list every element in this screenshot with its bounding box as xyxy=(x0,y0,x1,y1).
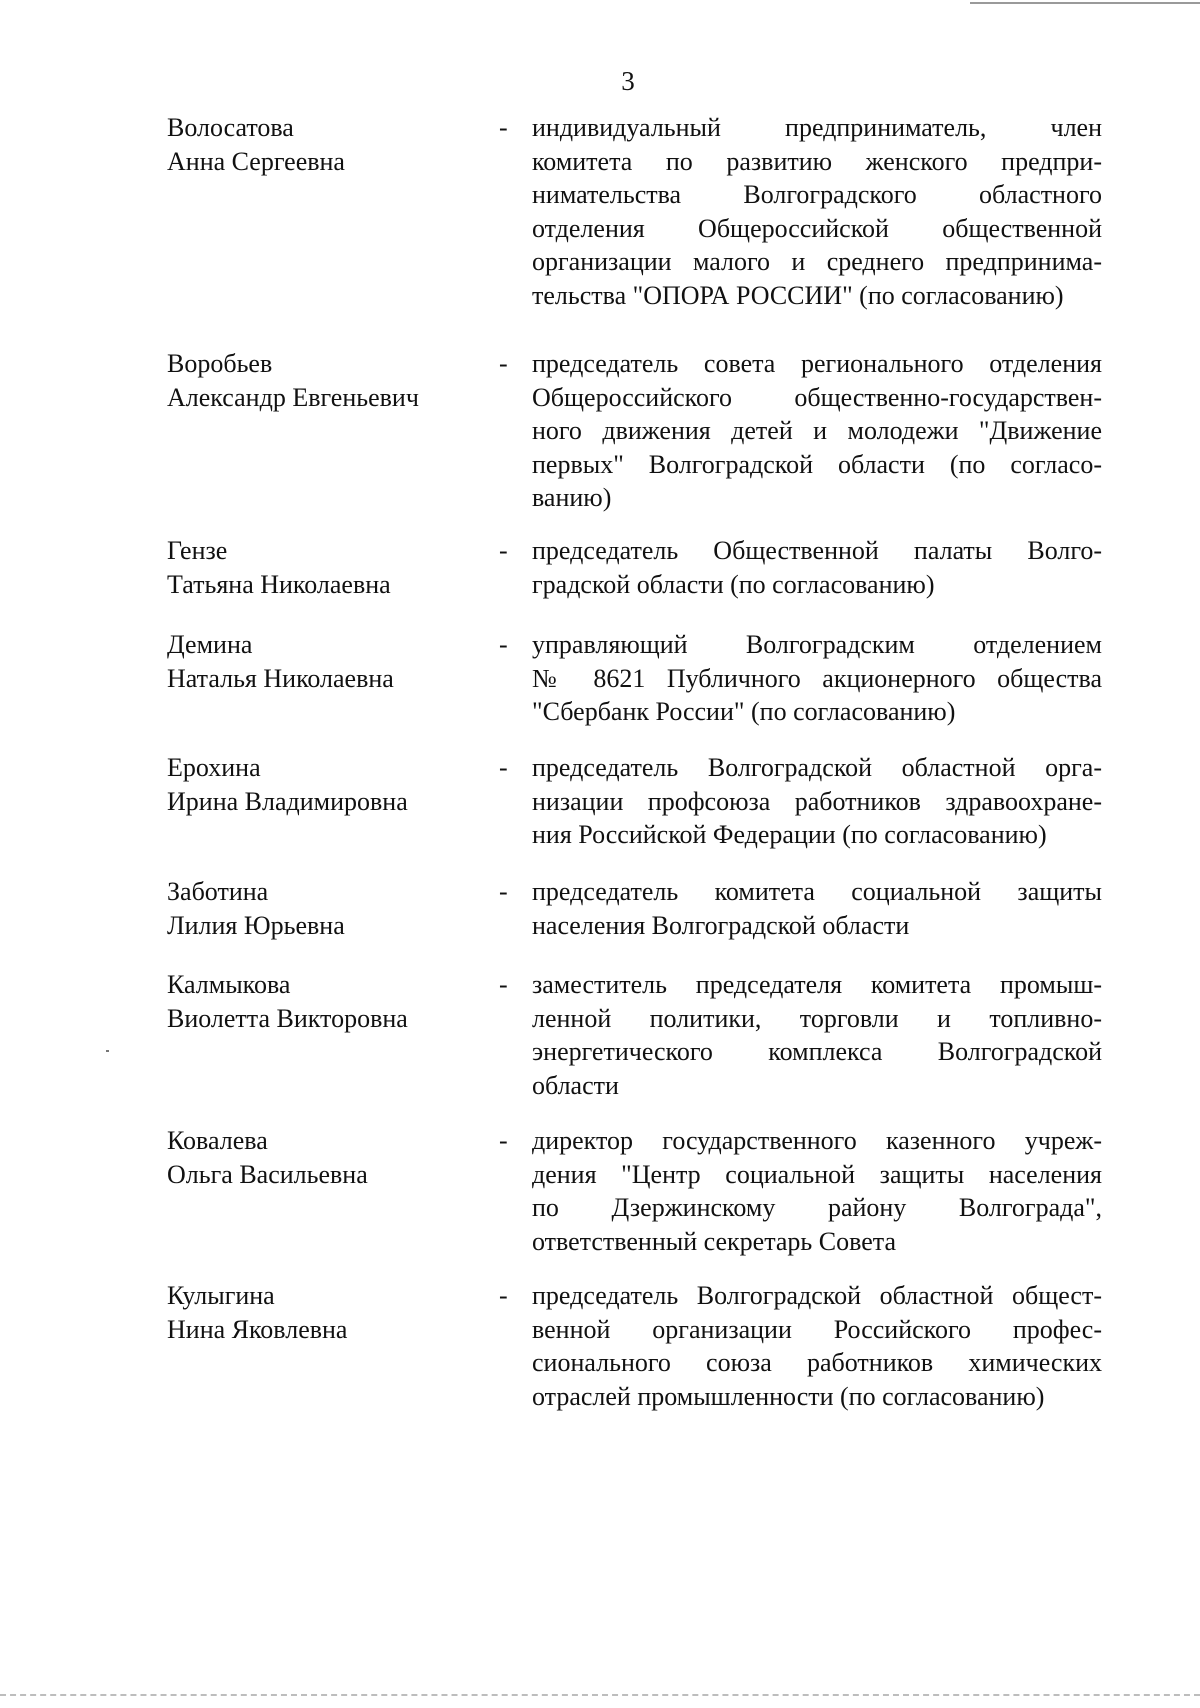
member-name xyxy=(167,1279,497,1347)
member-position-description xyxy=(532,968,1102,1102)
description-line: ния Российской Федерации (по согласованию) xyxy=(532,820,1047,850)
separator-dash: - xyxy=(499,536,508,565)
member-surname: Калмыкова xyxy=(167,970,291,999)
separator-dash: - xyxy=(499,970,508,999)
description-line: ванию) xyxy=(532,483,612,513)
member-name xyxy=(167,751,497,819)
member-position-description xyxy=(532,1279,1102,1413)
description-line: нимательства Волгоградского областного xyxy=(532,180,1102,210)
member-surname: Заботина xyxy=(167,877,269,906)
description-line: сионального союза работников химических xyxy=(532,1348,1102,1378)
description-line: низации профсоюза работников здравоохране- xyxy=(532,786,1102,816)
member-surname: Гензе xyxy=(167,536,228,565)
description-line: энергетического комплекса Волгоградской xyxy=(532,1037,1102,1067)
member-surname: Волосатова xyxy=(167,113,294,142)
description-line: отраслей промышленности (по согласованию) xyxy=(532,1381,1045,1411)
description-line: ленной политики, торговли и топливно- xyxy=(532,1003,1102,1033)
member-given-names: Татьяна Николаевна xyxy=(167,570,391,599)
description-line: комитета по развитию женского предпри- xyxy=(532,146,1102,176)
separator-dash: - xyxy=(499,1281,508,1310)
description-line: заместитель председателя комитета промыш- xyxy=(532,970,1102,999)
member-surname: Ковалева xyxy=(167,1126,268,1155)
description-line: председатель Волгоградской областной общест- xyxy=(532,1281,1102,1310)
description-line: по Дзержинскому району Волгограда", xyxy=(532,1193,1102,1223)
member-given-names: Лилия Юрьевна xyxy=(167,911,345,940)
member-name xyxy=(167,875,497,943)
scan-speck xyxy=(106,1050,109,1052)
description-line: № 8621 Публичного акционерного общества xyxy=(532,663,1102,693)
separator-dash: - xyxy=(499,349,508,378)
separator-dash: - xyxy=(499,877,508,906)
description-line: тельства "ОПОРА РОССИИ" (по согласованию) xyxy=(532,280,1064,310)
member-position-description xyxy=(532,347,1102,515)
description-line: ответственный секретарь Совета xyxy=(532,1226,897,1256)
member-surname: Ерохина xyxy=(167,753,261,782)
member-name xyxy=(167,534,497,602)
member-surname: Демина xyxy=(167,630,253,659)
description-line: председатель комитета социальной защиты xyxy=(532,877,1102,906)
description-line: Общероссийского общественно-государствен- xyxy=(532,382,1102,412)
description-line: градской области (по согласованию) xyxy=(532,569,935,599)
description-line: организации малого и среднего предпринима- xyxy=(532,247,1102,277)
description-line: области xyxy=(532,1070,619,1100)
member-position-description xyxy=(532,534,1102,601)
description-line: председатель совета регионального отделения xyxy=(532,349,1102,378)
description-line: председатель Общественной палаты Волго- xyxy=(532,536,1102,565)
member-given-names: Ольга Васильевна xyxy=(167,1160,368,1189)
description-line: председатель Волгоградской областной орга- xyxy=(532,753,1102,782)
member-position-description xyxy=(532,875,1102,942)
scan-edge-line-bottom xyxy=(0,1694,1200,1696)
member-position-description xyxy=(532,751,1102,852)
description-line: ного движения детей и молодежи "Движение xyxy=(532,416,1102,446)
member-given-names: Анна Сергеевна xyxy=(167,147,345,176)
page-number: 3 xyxy=(621,66,635,96)
separator-dash: - xyxy=(499,753,508,782)
description-line: управляющий Волгоградским отделением xyxy=(532,630,1102,659)
description-line: отделения Общероссийской общественной xyxy=(532,213,1102,243)
member-name xyxy=(167,347,497,415)
member-position-description xyxy=(532,628,1102,729)
member-given-names: Александр Евгеньевич xyxy=(167,383,419,412)
member-name xyxy=(167,1124,497,1192)
member-position-description xyxy=(532,1124,1102,1258)
separator-dash: - xyxy=(499,1126,508,1155)
member-surname: Кулыгина xyxy=(167,1281,275,1310)
separator-dash: - xyxy=(499,630,508,659)
description-line: индивидуальный предприниматель, член xyxy=(532,113,1102,142)
member-given-names: Ирина Владимировна xyxy=(167,787,408,816)
member-given-names: Виолетта Викторовна xyxy=(167,1004,408,1033)
description-line: "Сбербанк России" (по согласованию) xyxy=(532,697,956,727)
member-name xyxy=(167,111,497,179)
description-line: населения Волгоградской области xyxy=(532,910,910,940)
description-line: венной организации Российского профес- xyxy=(532,1314,1102,1344)
member-name xyxy=(167,968,497,1036)
member-name xyxy=(167,628,497,696)
scan-edge-line-top xyxy=(970,2,1200,4)
separator-dash: - xyxy=(499,113,508,142)
description-line: директор государственного казенного учреж- xyxy=(532,1126,1102,1155)
description-line: дения "Центр социальной защиты населения xyxy=(532,1159,1102,1189)
description-line: первых" Волгоградской области (по согласо- xyxy=(532,449,1102,479)
member-given-names: Наталья Николаевна xyxy=(167,664,394,693)
member-given-names: Нина Яковлевна xyxy=(167,1315,348,1344)
member-position-description xyxy=(532,111,1102,313)
member-surname: Воробьев xyxy=(167,349,273,378)
